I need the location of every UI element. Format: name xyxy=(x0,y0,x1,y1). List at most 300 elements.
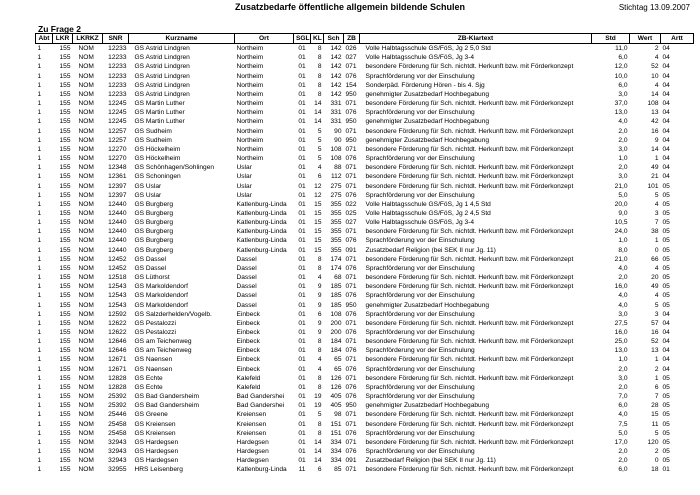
cell-zb: 071 xyxy=(345,127,357,135)
cell-ort: Kalefeld xyxy=(236,383,261,391)
cell-std: 5,0 xyxy=(618,429,628,437)
table-row xyxy=(36,383,694,392)
cell-ort: Katlenburg-Linda xyxy=(236,209,287,217)
col-header-lkr: LKR xyxy=(53,34,73,44)
cell-wert: 4 xyxy=(654,292,659,300)
cell-snr: 12233 xyxy=(108,45,127,53)
cell-zb-klartext: besondere Förderung für Sch. nichtdt. Herkunft bzw. mit Förderkonzept xyxy=(365,438,574,446)
cell-abt: 1 xyxy=(37,383,42,391)
cell-kl: 6 xyxy=(317,310,322,318)
cell-artt: 05 xyxy=(662,429,670,437)
cell-lkr: 155 xyxy=(59,438,71,446)
cell-sch: 334 xyxy=(330,438,342,446)
cell-snr: 12440 xyxy=(108,200,127,208)
cell-kl: 14 xyxy=(314,109,322,117)
cell-wert: 18 xyxy=(651,466,659,474)
table-row xyxy=(36,319,694,328)
cell-std: 13,0 xyxy=(614,347,628,355)
cell-lkrkz: NOM xyxy=(78,411,94,419)
cell-artt: 04 xyxy=(662,164,670,172)
cell-kurzname: GS Greene xyxy=(134,411,168,419)
cell-std: 10,5 xyxy=(614,219,628,227)
cell-wert: 5 xyxy=(654,301,659,309)
table-row xyxy=(36,246,694,255)
cell-sch: 88 xyxy=(334,164,342,172)
cell-std: 2,0 xyxy=(618,136,628,144)
table-row xyxy=(36,191,694,200)
cell-lkrkz: NOM xyxy=(78,145,94,153)
table-row xyxy=(36,355,694,364)
cell-sgl: 01 xyxy=(298,457,306,465)
cell-zb-klartext: Sprachförderung vor der Einschulung xyxy=(365,448,475,456)
cell-zb: 950 xyxy=(345,301,357,309)
cell-wert: 14 xyxy=(651,145,659,153)
cell-lkr: 155 xyxy=(59,63,71,71)
cell-ort: Dassel xyxy=(236,301,257,309)
table-row xyxy=(36,163,694,172)
cell-snr: 12257 xyxy=(108,136,127,144)
cell-kurzname: GS Martin Luther xyxy=(134,100,185,108)
cell-abt: 1 xyxy=(37,402,42,410)
cell-lkrkz: NOM xyxy=(78,90,94,98)
cell-std: 3,0 xyxy=(618,374,628,382)
cell-zb-klartext: genehmigter Zusatzbedarf Hochbegabung xyxy=(365,136,490,144)
table-row xyxy=(36,53,694,62)
cell-zb-klartext: Sprachförderung vor der Einschulung xyxy=(365,310,475,318)
cell-snr: 12245 xyxy=(108,100,127,108)
cell-snr: 12452 xyxy=(108,264,127,272)
cell-artt: 05 xyxy=(662,420,670,428)
cell-sgl: 01 xyxy=(298,329,306,336)
cell-sch: 200 xyxy=(330,319,342,327)
cell-lkrkz: NOM xyxy=(78,283,94,291)
cell-zb: 071 xyxy=(345,145,357,153)
cell-lkr: 155 xyxy=(59,136,71,144)
cell-lkrkz: NOM xyxy=(78,347,94,355)
cell-ort: Hardegsen xyxy=(236,457,269,465)
cell-kurzname: GS Astrid Lindgren xyxy=(134,81,190,89)
cell-zb: 071 xyxy=(345,164,357,172)
cell-zb-klartext: Zusatzbedarf Religion (bei SEK II nur Jg. 11) xyxy=(365,246,496,254)
cell-zb: 071 xyxy=(345,274,357,282)
cell-zb: 071 xyxy=(345,100,357,108)
cell-sch: 185 xyxy=(330,292,342,300)
cell-abt: 1 xyxy=(37,200,42,208)
cell-sch: 142 xyxy=(330,90,342,98)
cell-ort: Katlenburg-Linda xyxy=(236,246,287,254)
cell-sch: 355 xyxy=(330,246,342,254)
cell-kurzname: GS Hardegsen xyxy=(134,448,179,456)
cell-lkr: 155 xyxy=(59,237,71,245)
cell-sgl: 01 xyxy=(298,448,306,456)
col-header-kurzname: Kurzname xyxy=(129,34,235,44)
cell-sch: 185 xyxy=(330,283,342,291)
cell-sgl: 01 xyxy=(298,127,306,135)
cell-snr: 32943 xyxy=(108,438,127,446)
cell-std: 24,0 xyxy=(614,228,628,236)
cell-kurzname: GS Höckelheim xyxy=(134,155,181,163)
section-heading: Zu Frage 2 xyxy=(38,24,81,34)
cell-std: 4,0 xyxy=(618,301,628,309)
cell-kurzname: GS Pestalozzi xyxy=(134,329,176,336)
cell-lkr: 155 xyxy=(59,191,71,199)
cell-kl: 4 xyxy=(317,164,322,172)
cell-wert: 13 xyxy=(651,347,659,355)
cell-sgl: 01 xyxy=(298,292,306,300)
cell-ort: Uslar xyxy=(236,191,252,199)
cell-kurzname: GS Burgberg xyxy=(134,228,173,236)
cell-abt: 1 xyxy=(37,136,42,144)
cell-zb: 071 xyxy=(345,374,357,382)
cell-lkrkz: NOM xyxy=(78,63,94,71)
cell-sch: 405 xyxy=(330,402,342,410)
cell-ort: Northeim xyxy=(236,90,264,98)
cell-abt: 1 xyxy=(37,209,42,217)
cell-zb-klartext: genehmigter Zusatzbedarf Hochbegabung xyxy=(365,118,490,126)
cell-lkrkz: NOM xyxy=(78,237,94,245)
cell-artt: 05 xyxy=(662,228,670,236)
cell-snr: 12397 xyxy=(108,191,127,199)
cell-sch: 142 xyxy=(330,72,342,80)
table-row xyxy=(36,44,694,54)
cell-zb: 027 xyxy=(345,54,357,62)
cell-zb: 076 xyxy=(345,365,357,373)
cell-sgl: 01 xyxy=(298,209,306,217)
col-header-sgl: SGL xyxy=(294,34,311,44)
cell-zb-klartext: besondere Förderung für Sch. nichtdt. Herkunft bzw. mit Förderkonzept xyxy=(365,319,574,327)
cell-zb-klartext: Sprachförderung vor der Einschulung xyxy=(365,393,475,401)
cell-zb-klartext: Sprachförderung vor der Einschulung xyxy=(365,72,475,80)
cell-ort: Einbeck xyxy=(236,356,260,364)
cell-abt: 1 xyxy=(37,219,42,227)
cell-kurzname: GS Astrid Lindgren xyxy=(134,54,190,62)
cell-kl: 8 xyxy=(317,264,322,272)
cell-kl: 12 xyxy=(314,191,322,199)
cell-kurzname: GS Salzderhelden/Vogelb. xyxy=(134,310,212,318)
cell-wert: 5 xyxy=(654,191,659,199)
cell-std: 17,0 xyxy=(614,438,628,446)
cell-zb-klartext: besondere Förderung für Sch. nichtdt. Herkunft bzw. mit Förderkonzept xyxy=(365,182,574,190)
cell-std: 16,0 xyxy=(614,329,628,336)
col-header-sch: Sch xyxy=(324,34,344,44)
cell-lkr: 155 xyxy=(59,393,71,401)
cell-kurzname: GS Pestalozzi xyxy=(134,319,176,327)
cell-zb-klartext: Sonderpäd. Förderung Hören - bis 4. Sjg xyxy=(365,81,485,89)
cell-abt: 1 xyxy=(37,255,42,263)
table-row xyxy=(36,291,694,300)
cell-lkr: 155 xyxy=(59,127,71,135)
cell-sch: 65 xyxy=(334,365,342,373)
cell-ort: Kreiensen xyxy=(236,411,267,419)
cell-artt: 04 xyxy=(662,319,670,327)
cell-artt: 05 xyxy=(662,219,670,227)
cell-snr: 12270 xyxy=(108,145,127,153)
cell-std: 2,0 xyxy=(618,448,628,456)
cell-zb-klartext: besondere Förderung für Sch. nichtdt. Herkunft bzw. mit Förderkonzept xyxy=(365,283,574,291)
cell-ort: Einbeck xyxy=(236,347,260,355)
cell-snr: 32955 xyxy=(108,466,127,474)
cell-artt: 04 xyxy=(662,45,670,53)
cell-lkrkz: NOM xyxy=(78,118,94,126)
table-row xyxy=(36,401,694,410)
cell-snr: 32943 xyxy=(108,457,127,465)
cell-std: 20,0 xyxy=(614,200,628,208)
cell-lkr: 155 xyxy=(59,347,71,355)
cell-snr: 12543 xyxy=(108,301,127,309)
cell-kurzname: GS Uslar xyxy=(134,191,162,199)
cell-lkrkz: NOM xyxy=(78,356,94,364)
cell-snr: 12518 xyxy=(108,274,127,282)
cell-sgl: 01 xyxy=(298,374,306,382)
cell-kurzname: GS Schönhagen/Sohlingen xyxy=(134,164,215,172)
cell-zb: 071 xyxy=(345,255,357,263)
cell-artt: 04 xyxy=(662,127,670,135)
cell-zb-klartext: besondere Förderung für Sch. nichtdt. Herkunft bzw. mit Förderkonzept xyxy=(365,274,574,282)
table-row xyxy=(36,172,694,181)
cell-wert: 7 xyxy=(654,393,659,401)
cell-ort: Northeim xyxy=(236,72,264,80)
cell-zb: 076 xyxy=(345,383,357,391)
cell-abt: 1 xyxy=(37,283,42,291)
cell-kurzname: GS Burgberg xyxy=(134,237,173,245)
cell-kl: 8 xyxy=(317,72,322,80)
cell-zb: 091 xyxy=(345,246,357,254)
cell-lkr: 155 xyxy=(59,228,71,236)
cell-abt: 1 xyxy=(37,81,42,89)
cell-sch: 126 xyxy=(330,383,342,391)
cell-lkr: 155 xyxy=(59,420,71,428)
cell-zb-klartext: Sprachförderung vor der Einschulung xyxy=(365,365,475,373)
cell-sch: 151 xyxy=(330,429,342,437)
cell-kl: 8 xyxy=(317,54,322,62)
cell-abt: 1 xyxy=(37,448,42,456)
cell-zb: 071 xyxy=(345,438,357,446)
cell-sgl: 01 xyxy=(298,200,306,208)
cell-zb-klartext: Zusatzbedarf Religion (bei SEK II nur Jg. 11) xyxy=(365,457,496,465)
cell-kl: 9 xyxy=(317,301,322,309)
cell-lkr: 155 xyxy=(59,283,71,291)
cell-snr: 25392 xyxy=(108,393,127,401)
cell-lkrkz: NOM xyxy=(78,402,94,410)
cell-kl: 8 xyxy=(317,420,322,428)
cell-lkr: 155 xyxy=(59,200,71,208)
cell-kurzname: GS Burgberg xyxy=(134,246,173,254)
cell-ort: Dassel xyxy=(236,283,257,291)
cell-kurzname: GS Bad Gandersheim xyxy=(134,402,200,410)
table-row xyxy=(36,337,694,346)
cell-sch: 184 xyxy=(330,347,342,355)
cell-std: 27,5 xyxy=(614,319,628,327)
cell-zb-klartext: besondere Förderung für Sch. nichtdt. Herkunft bzw. mit Förderkonzept xyxy=(365,164,574,172)
cell-artt: 05 xyxy=(662,182,670,190)
cell-kl: 15 xyxy=(314,200,322,208)
cell-lkr: 155 xyxy=(59,466,71,474)
cell-zb: 950 xyxy=(345,118,357,126)
cell-abt: 1 xyxy=(37,420,42,428)
cell-sgl: 01 xyxy=(298,393,306,401)
table-row xyxy=(36,301,694,310)
cell-ort: Northeim xyxy=(236,100,264,108)
cell-snr: 12233 xyxy=(108,72,127,80)
cell-zb-klartext: besondere Förderung für Sch. nichtdt. Herkunft bzw. mit Förderkonzept xyxy=(365,100,574,108)
cell-lkr: 155 xyxy=(59,54,71,62)
cell-ort: Bad Gandershei xyxy=(236,402,285,410)
cell-wert: 21 xyxy=(651,173,659,181)
cell-kl: 14 xyxy=(314,100,322,108)
cell-artt: 05 xyxy=(662,438,670,446)
cell-artt: 05 xyxy=(662,283,670,291)
cell-ort: Northeim xyxy=(236,145,264,153)
cell-kl: 5 xyxy=(317,145,322,153)
cell-lkrkz: NOM xyxy=(78,173,94,181)
cell-wert: 6 xyxy=(654,383,659,391)
cell-kl: 15 xyxy=(314,219,322,227)
cell-abt: 1 xyxy=(37,246,42,254)
cell-sgl: 01 xyxy=(298,81,306,89)
cell-snr: 32943 xyxy=(108,448,127,456)
cell-std: 21,0 xyxy=(614,182,628,190)
cell-std: 3,0 xyxy=(618,90,628,98)
cell-abt: 1 xyxy=(37,100,42,108)
cell-lkrkz: NOM xyxy=(78,310,94,318)
cell-lkr: 155 xyxy=(59,301,71,309)
cell-sch: 275 xyxy=(330,182,342,190)
table-row xyxy=(36,218,694,227)
cell-sgl: 01 xyxy=(298,100,306,108)
cell-sgl: 01 xyxy=(298,164,306,172)
cell-artt: 04 xyxy=(662,338,670,346)
table-row xyxy=(36,264,694,273)
cell-std: 2,0 xyxy=(618,457,628,465)
cell-sgl: 11 xyxy=(298,466,306,474)
cell-artt: 05 xyxy=(662,237,670,245)
cell-sch: 142 xyxy=(330,81,342,89)
cell-sch: 185 xyxy=(330,301,342,309)
cell-kurzname: GS Burgberg xyxy=(134,209,173,217)
cell-abt: 1 xyxy=(37,173,42,181)
table-row xyxy=(36,328,694,337)
cell-kl: 8 xyxy=(317,374,322,382)
cell-zb: 026 xyxy=(345,45,357,53)
cell-ort: Einbeck xyxy=(236,329,260,336)
cell-ort: Bad Gandershei xyxy=(236,393,285,401)
table-row xyxy=(36,108,694,117)
cell-wert: 10 xyxy=(651,72,659,80)
table-row xyxy=(36,145,694,154)
cell-wert: 1 xyxy=(654,356,659,364)
cell-artt: 05 xyxy=(662,200,670,208)
cell-snr: 12622 xyxy=(108,329,127,336)
cell-lkr: 155 xyxy=(59,182,71,190)
cell-lkr: 155 xyxy=(59,246,71,254)
cell-ort: Dassel xyxy=(236,264,257,272)
table-row xyxy=(36,182,694,191)
cell-wert: 52 xyxy=(651,63,659,71)
cell-kurzname: GS Martin Luther xyxy=(134,109,185,117)
cell-sch: 112 xyxy=(330,173,342,181)
cell-snr: 12233 xyxy=(108,81,127,89)
cell-abt: 1 xyxy=(37,319,42,327)
cell-lkr: 155 xyxy=(59,310,71,318)
cell-sch: 108 xyxy=(330,155,342,163)
cell-snr: 12270 xyxy=(108,155,127,163)
cell-snr: 25458 xyxy=(108,420,127,428)
cell-snr: 12671 xyxy=(108,365,127,373)
table-row xyxy=(36,273,694,282)
cell-snr: 12440 xyxy=(108,228,127,236)
cell-artt: 05 xyxy=(662,301,670,309)
cell-lkrkz: NOM xyxy=(78,164,94,172)
cell-zb: 076 xyxy=(345,292,357,300)
stichtag-date: Stichtag 13.09.2007 xyxy=(618,3,690,12)
cell-lkrkz: NOM xyxy=(78,246,94,254)
cell-sch: 405 xyxy=(330,393,342,401)
cell-ort: Northeim xyxy=(236,54,264,62)
cell-std: 5,0 xyxy=(618,191,628,199)
cell-sch: 90 xyxy=(334,127,342,135)
cell-snr: 12245 xyxy=(108,109,127,117)
cell-abt: 1 xyxy=(37,329,42,336)
cell-kl: 8 xyxy=(317,90,322,98)
cell-sgl: 01 xyxy=(298,136,306,144)
cell-lkrkz: NOM xyxy=(78,155,94,163)
cell-lkr: 155 xyxy=(59,90,71,98)
cell-wert: 101 xyxy=(647,182,659,190)
cell-zb-klartext: besondere Förderung für Sch. nichtdt. Herkunft bzw. mit Förderkonzept xyxy=(365,63,574,71)
cell-sgl: 01 xyxy=(298,319,306,327)
cell-abt: 1 xyxy=(37,292,42,300)
cell-lkrkz: NOM xyxy=(78,182,94,190)
cell-kl: 15 xyxy=(314,246,322,254)
cell-artt: 04 xyxy=(662,365,670,373)
table-row xyxy=(36,227,694,236)
cell-lkr: 155 xyxy=(59,457,71,465)
cell-ort: Uslar xyxy=(236,164,252,172)
cell-lkr: 155 xyxy=(59,164,71,172)
cell-kl: 8 xyxy=(317,81,322,89)
cell-std: 9,0 xyxy=(618,209,628,217)
cell-wert: 42 xyxy=(651,118,659,126)
cell-kl: 8 xyxy=(317,383,322,391)
cell-zb-klartext: genehmigter Zusatzbedarf Hochbegabung xyxy=(365,402,490,410)
cell-sgl: 01 xyxy=(298,356,306,364)
table-row xyxy=(36,374,694,383)
cell-snr: 12440 xyxy=(108,246,127,254)
cell-sgl: 01 xyxy=(298,347,306,355)
cell-abt: 1 xyxy=(37,310,42,318)
cell-ort: Northeim xyxy=(236,155,264,163)
cell-ort: Uslar xyxy=(236,182,252,190)
cell-lkrkz: NOM xyxy=(78,383,94,391)
cell-artt: 01 xyxy=(662,466,670,474)
cell-abt: 1 xyxy=(37,72,42,80)
cell-std: 2,0 xyxy=(618,127,628,135)
cell-std: 8,0 xyxy=(618,246,628,254)
cell-kl: 9 xyxy=(317,283,322,291)
cell-artt: 04 xyxy=(662,155,670,163)
cell-zb-klartext: besondere Förderung für Sch. nichtdt. Herkunft bzw. mit Förderkonzept xyxy=(365,228,574,236)
cell-kurzname: GS Dassel xyxy=(134,264,167,272)
cell-kl: 5 xyxy=(317,411,322,419)
table-row xyxy=(36,420,694,429)
cell-sch: 174 xyxy=(330,255,342,263)
cell-kl: 4 xyxy=(317,356,322,364)
cell-lkr: 155 xyxy=(59,118,71,126)
cell-snr: 12233 xyxy=(108,54,127,62)
cell-kl: 5 xyxy=(317,155,322,163)
cell-kl: 8 xyxy=(317,338,322,346)
cell-zb-klartext: Sprachförderung vor der Einschulung xyxy=(365,329,475,336)
